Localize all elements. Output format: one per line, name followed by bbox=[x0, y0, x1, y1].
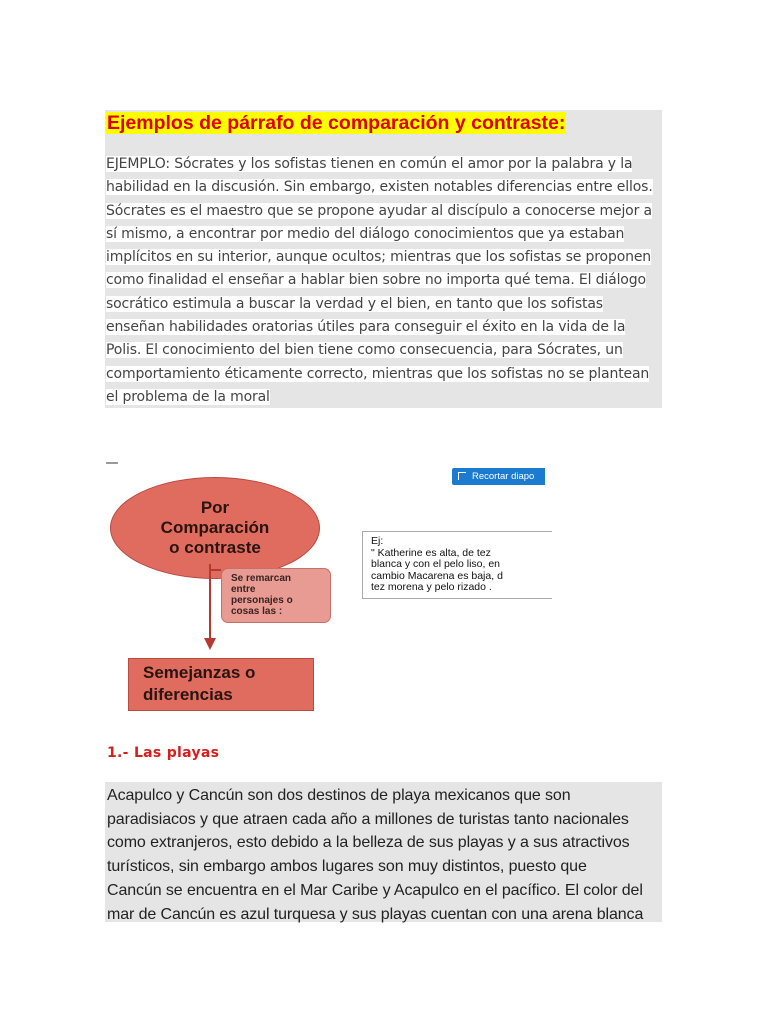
playas-paragraph bbox=[107, 784, 663, 926]
crop-slide-button[interactable] bbox=[452, 468, 545, 485]
playas-line: mar de Cancún es azul turquesa y sus playas cuentan con una arena blanca bbox=[107, 905, 644, 923]
arrow-shaft bbox=[209, 564, 211, 641]
connector-line bbox=[211, 569, 221, 571]
playas-line: turísticos, sin embargo ambos lugares son muy distintos, puesto que bbox=[107, 858, 587, 876]
playas-line: Cancún se encuentra en el Mar Caribe y Acapulco en el pacífico. El color del bbox=[107, 881, 643, 899]
playas-line: como extranjeros, esto debido a la belleza de sus playas y a sus atractivos bbox=[107, 834, 630, 852]
crop-slide-label: Recortar diapo bbox=[472, 471, 535, 482]
example-line: como finalidad el enseñar a hablar bien sobre no importa qué tema. El diálogo bbox=[106, 272, 646, 289]
example-line: comportamiento éticamente correcto, mientras que los sofistas no se plantean bbox=[106, 365, 650, 382]
arrow-down-icon bbox=[204, 638, 216, 650]
section-title: 1.- Las playas bbox=[107, 745, 220, 761]
description-note: Se remarcan entre personajes o cosas las : bbox=[221, 568, 331, 623]
example-line: implícitos en su interior, aunque ocultos; mientras que los sofistas se proponen bbox=[106, 249, 652, 266]
example-line: EJEMPLO: Sócrates y los sofistas tienen en común el amor por la palabra y la bbox=[106, 156, 633, 172]
example-line: habilidad en la discusión. Sin embargo, existen notables diferencias entre ellos. bbox=[106, 179, 653, 196]
example-paragraph bbox=[106, 153, 662, 409]
image-border-fragment bbox=[106, 462, 118, 464]
example-line: socrático estimula a buscar la verdad y el bien, en tanto que los sofistas bbox=[106, 295, 603, 312]
crop-icon bbox=[458, 472, 466, 480]
example-line: enseñan habilidades oratorias útiles para conseguir el éxito en la vida de la bbox=[106, 319, 626, 336]
result-box: Semejanzas o diferencias bbox=[128, 658, 314, 711]
playas-line: Acapulco y Cancún son dos destinos de playa mexicanos que son bbox=[107, 787, 571, 804]
comparison-diagram-image bbox=[106, 462, 545, 722]
example-line: el problema de la moral bbox=[106, 388, 270, 405]
example-line: Sócrates es el maestro que se propone ayudar al discípulo a conocerse mejor a bbox=[106, 202, 652, 219]
page-title: Ejemplos de párrafo de comparación y contraste: bbox=[107, 112, 566, 134]
concept-ellipse: Por Comparación o contraste bbox=[110, 477, 320, 579]
playas-line: paradisiacos y que atraen cada año a millones de turistas tanto nacionales bbox=[107, 810, 629, 828]
example-line: sí mismo, a encontrar por medio del diálogo conocimientos que ya estaban bbox=[106, 225, 625, 242]
example-quote-box: Ej: " Katherine es alta, de tez blanca y con el pelo liso, en cambio Macarena es baja, d tez morena y pelo rizado . bbox=[362, 531, 552, 599]
page-title-container bbox=[106, 112, 566, 134]
example-line: Polis. El conocimiento del bien tiene como consecuencia, para Sócrates, un bbox=[106, 342, 623, 359]
